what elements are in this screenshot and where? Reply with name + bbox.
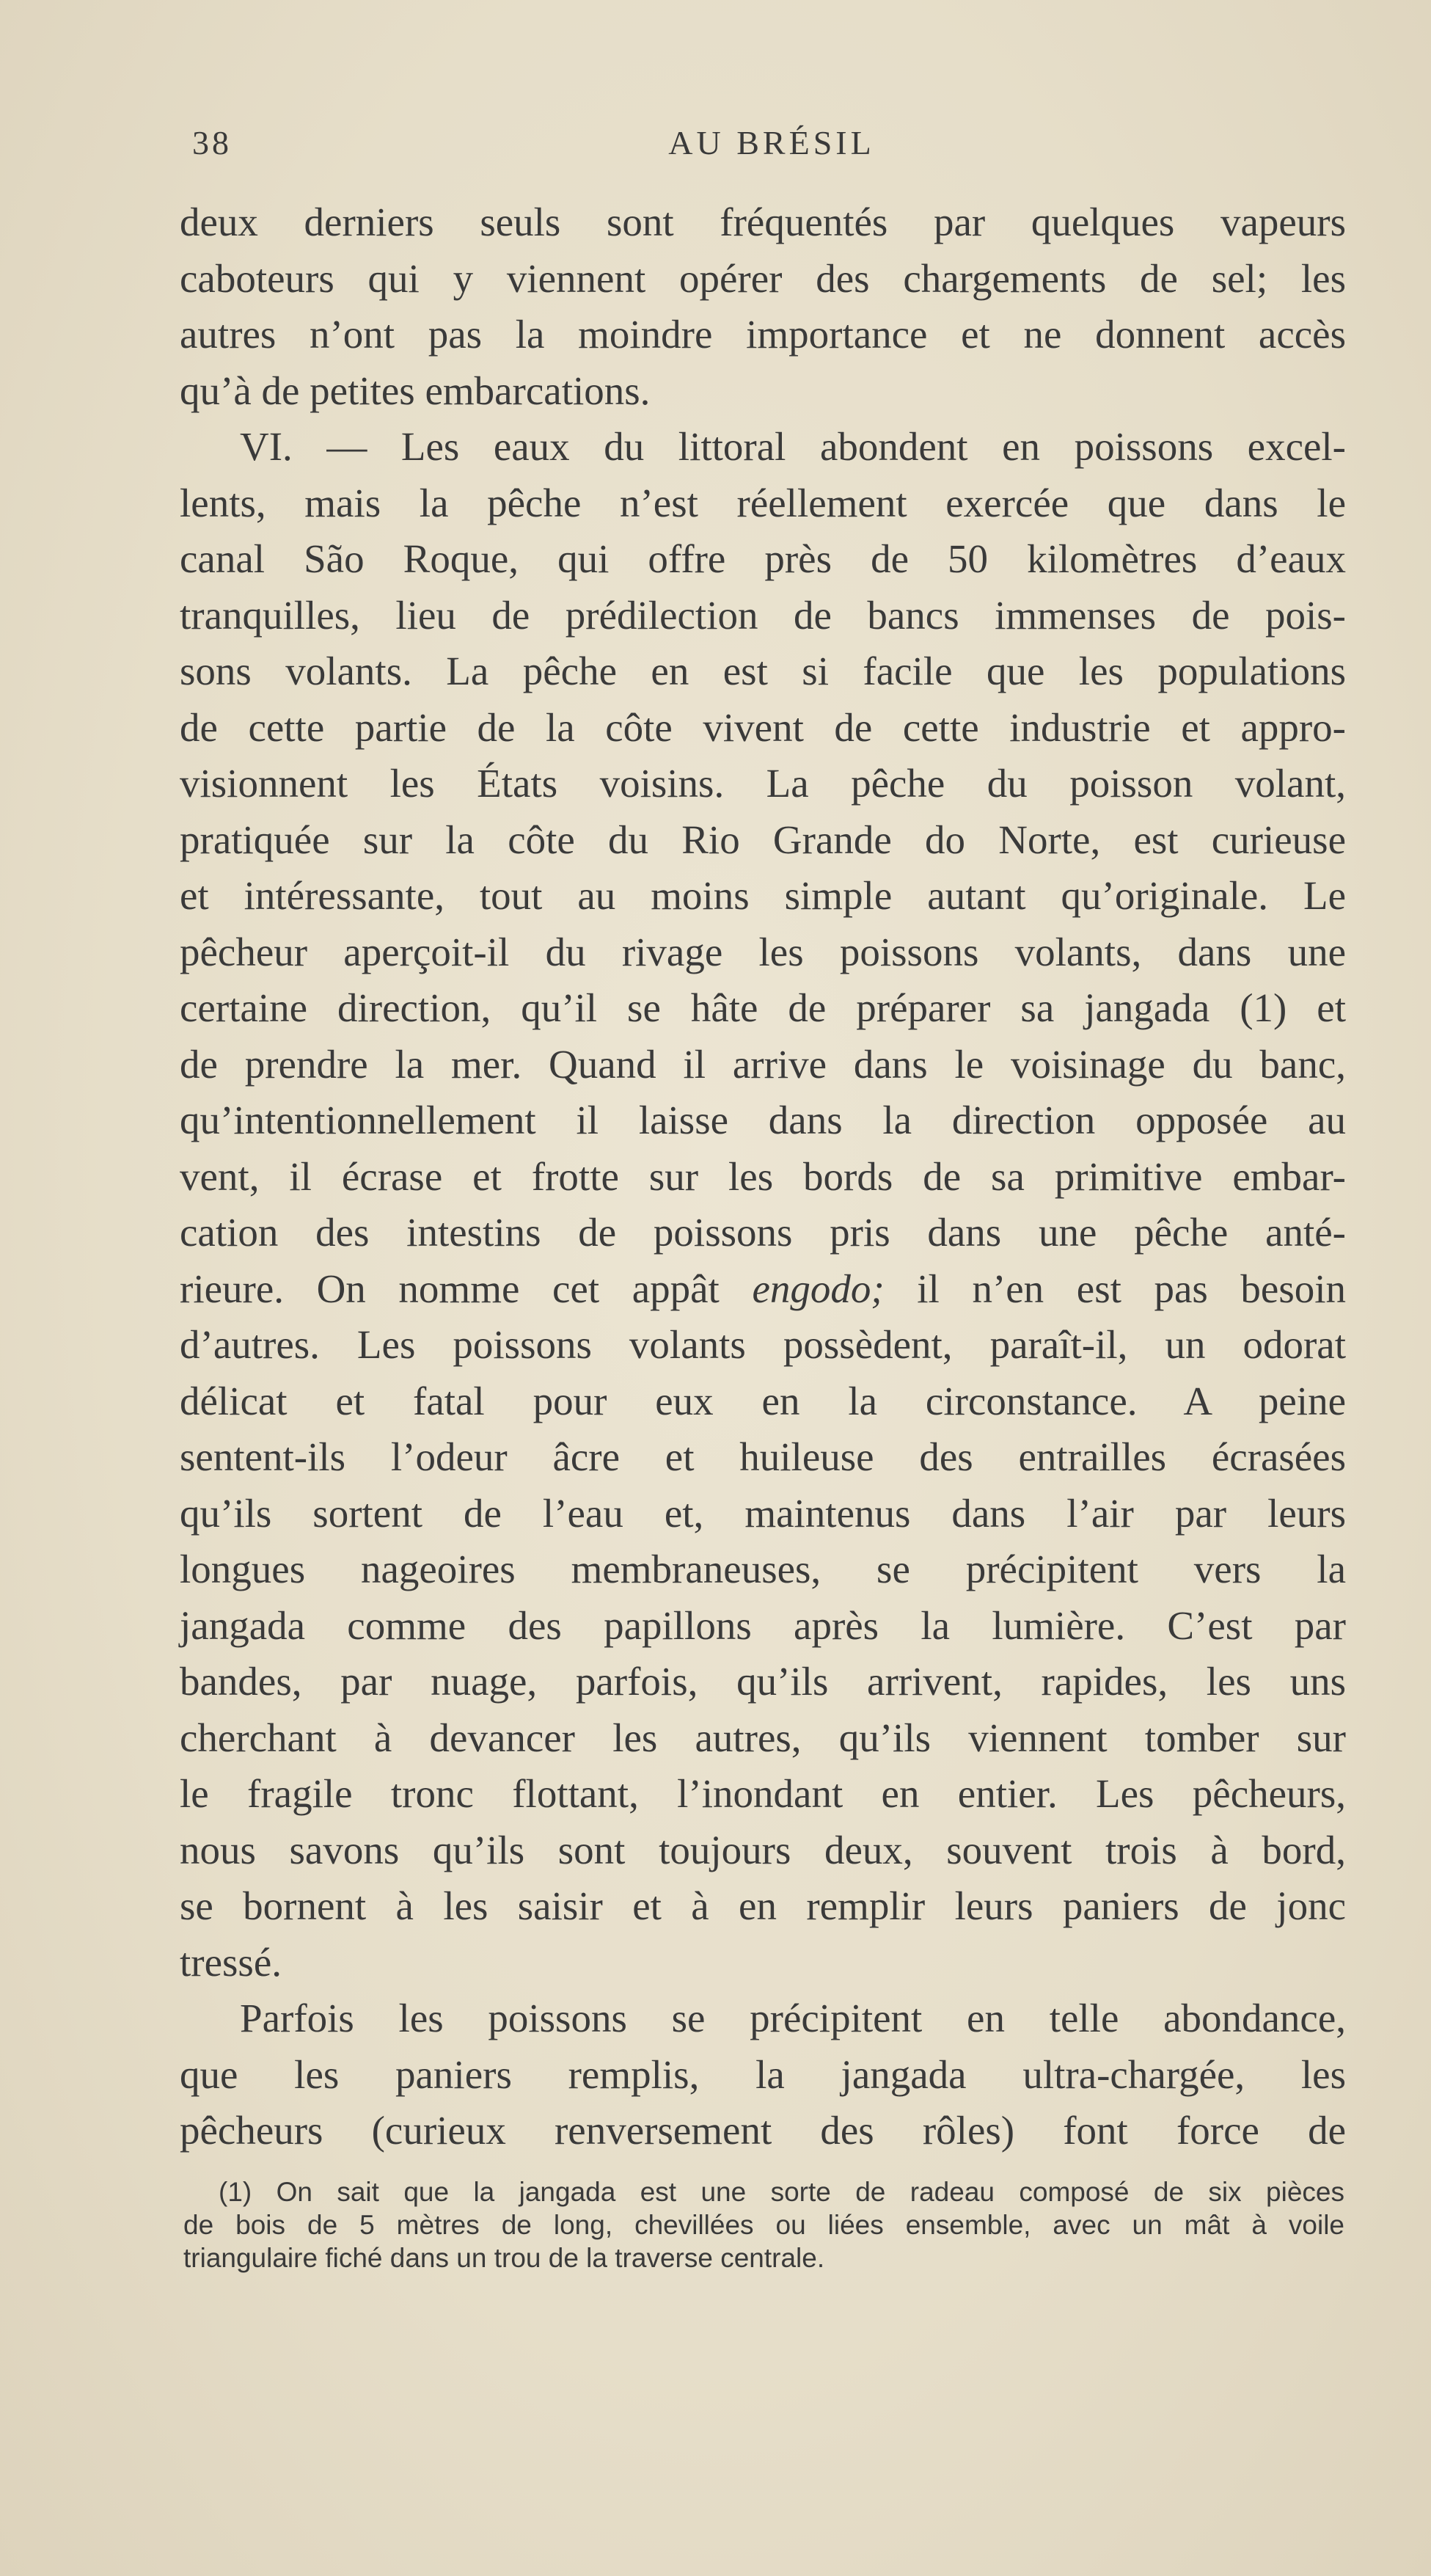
text-line: qu’à de petites embarcations.: [180, 368, 651, 413]
text-line: qu’ils sortent de l’eau et, maintenus dans l’air par leurs: [180, 1490, 1346, 1536]
text-line: nous savons qu’ils sont toujours deux, souvent trois à bord,: [180, 1827, 1346, 1872]
text-line: de cette partie de la côte vivent de cette industrie et appro-: [180, 704, 1346, 750]
italic-term-engodo: engodo;: [752, 1266, 885, 1311]
text-line: que les paniers remplis, la jangada ultra-chargée, les: [180, 2051, 1346, 2097]
line-end: il n’en est pas besoin: [884, 1266, 1347, 1311]
text-line: tranquilles, lieu de prédilection de bancs immenses de pois-: [180, 592, 1346, 638]
text-line: pratiquée sur la côte du Rio Grande do Norte, est curieuse: [180, 817, 1346, 862]
text-line: qu’intentionnellement il laisse dans la direction opposée au: [180, 1098, 1346, 1142]
text-line: le fragile tronc flottant, l’inondant en entier. Les pêcheurs,: [180, 1771, 1346, 1816]
text-line: deux derniers seuls sont fréquentés par quelques vapeurs: [180, 200, 1346, 244]
text-line: bandes, par nuage, parfois, qu’ils arrivent, rapides, les uns: [180, 1659, 1346, 1704]
page-number: 38: [192, 124, 232, 161]
text-line: cherchant à devancer les autres, qu’ils viennent tomber sur: [180, 1715, 1346, 1760]
footnote-line: triangulaire fiché dans un trou de la traverse centrale.: [183, 2243, 825, 2273]
text-line: certaine direction, qu’il se hâte de préparer sa jangada (1) et: [180, 985, 1346, 1030]
body-text: [180, 194, 1346, 2159]
line-start: rieure. On nomme cet appât: [180, 1266, 720, 1311]
footnote: [183, 2175, 1344, 2274]
text-line: sentent-ils l’odeur âcre et huileuse des entrailles écrasées: [180, 1434, 1346, 1479]
text-line: longues nageoires membraneuses, se précipitent vers la: [180, 1547, 1346, 1591]
text-line: vent, il écrase et frotte sur les bords de sa primitive embar-: [180, 1153, 1346, 1199]
text-line: délicat et fatal pour eux en la circonstance. A peine: [180, 1378, 1346, 1423]
text-line: pêcheur aperçoit-il du rivage les poissons volants, dans une: [180, 929, 1346, 974]
text-line: d’autres. Les poissons volants possèdent, paraît-il, un odorat: [180, 1322, 1346, 1367]
text-line: sons volants. La pêche en est si facile que les populations: [180, 649, 1346, 693]
text-line: lents, mais la pêche n’est réellement exercée que dans le: [180, 480, 1346, 525]
text-line: caboteurs qui y viennent opérer des chargements de sel; les: [180, 255, 1346, 301]
text-line: tressé.: [180, 1939, 282, 1985]
text-line: pêcheurs (curieux renversement des rôles) font force de: [180, 2108, 1346, 2153]
text-line: canal São Roque, qui offre près de 50 kilomètres d’eaux: [180, 536, 1346, 581]
text-line: cation des intestins de poissons pris dans une pêche anté-: [180, 1210, 1346, 1255]
footnote-line: de bois de 5 mètres de long, chevillées ou liées ensemble, avec un mât à voile: [183, 2210, 1344, 2240]
text-line: Parfois les poissons se précipitent en telle abondance,: [240, 1996, 1346, 2040]
text-line: et intéressante, tout au moins simple autant qu’originale. Le: [180, 873, 1346, 918]
text-line: de prendre la mer. Quand il arrive dans le voisinage du banc,: [180, 1041, 1346, 1087]
text-line: jangada comme des papillons après la lumière. C’est par: [180, 1602, 1346, 1648]
text-line: VI. — Les eaux du littoral abondent en poissons excel-: [240, 424, 1346, 469]
text-line: visionnent les États voisins. La pêche du poisson volant,: [180, 761, 1346, 806]
text-line: autres n’ont pas la moindre importance et ne donnent accès: [180, 312, 1346, 357]
text-line: se bornent à les saisir et à en remplir leurs paniers de jonc: [180, 1883, 1346, 1928]
text-line-with-italic: [180, 1261, 1346, 1318]
footnote-line: (1) On sait que la jangada est une sorte de radeau composé de six pièces: [219, 2177, 1344, 2207]
running-title: AU BRÉSIL: [668, 124, 875, 161]
running-head: [192, 123, 1351, 170]
